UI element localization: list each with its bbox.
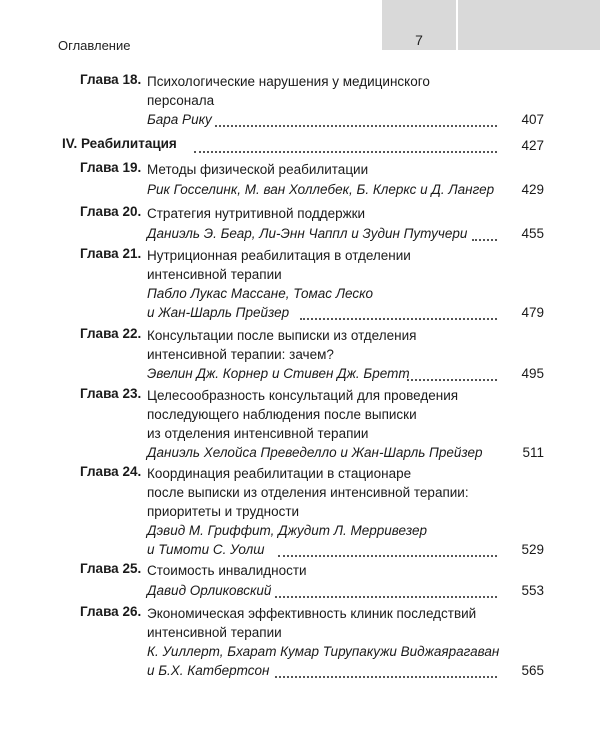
- chapter-author: Давид Орликовский: [147, 583, 272, 598]
- chapter-title: Экономическая эффективность клиник последствий интенсивной терапии: [147, 606, 477, 640]
- chapter-title: Методы физической реабилитации: [147, 162, 369, 177]
- chapter-author: Дэвид М. Гриффит, Джудит Л. Мерривезер: [147, 523, 428, 538]
- chapter-title: Стоимость инвалидности: [147, 563, 307, 578]
- dot-leader: [215, 106, 497, 127]
- chapter-author: Бара Рику: [147, 112, 212, 127]
- dot-leader: [275, 577, 497, 598]
- chapter-page: 511: [522, 445, 544, 460]
- chapter-author: Эвелин Дж. Корнер и Стивен Дж. Бретт: [147, 366, 410, 381]
- chapter-page: 407: [521, 112, 544, 127]
- chapter-page: 479: [521, 305, 544, 320]
- chapter-title: Консультации после выписки из отделения интенсивной терапии: зачем?: [147, 328, 417, 362]
- dot-leader: [407, 360, 497, 381]
- chapter-label: Глава 24.: [80, 464, 142, 479]
- chapter-title: Координация реабилитации в стационаре после выписки из отделения интенсивной терапии: приоритеты и трудности: [147, 466, 469, 519]
- chapter-label: Глава 21.: [80, 246, 142, 261]
- chapter-author: и Б.Х. Катбертсон: [147, 663, 270, 678]
- chapter-author: Рик Госселинк, М. ван Холлебек, Б. Клеркс и Д. Лангер: [147, 182, 495, 197]
- chapter-title: Целесообразность консультаций для проведения последующего наблюдения после выписки из отделения интенсивной терапии: [147, 388, 459, 441]
- chapter-page: 529: [521, 542, 544, 557]
- chapter-author: Даниэль Э. Беар, Ли-Энн Чаппл и Зудин Путучери: [147, 226, 468, 241]
- chapter-author: Даниэль Хелойса Преведелло и Жан-Шарль Прейзер: [147, 445, 483, 460]
- part-label: IV. Реабилитация: [62, 136, 177, 151]
- chapter-page: 429: [521, 182, 544, 197]
- chapter-page: 565: [521, 663, 544, 678]
- chapter-page: 495: [521, 366, 544, 381]
- dot-leader: [278, 536, 497, 557]
- dot-leader: [472, 220, 497, 241]
- dot-leader: [275, 657, 497, 678]
- chapter-label: Глава 25.: [80, 561, 142, 576]
- chapter-label: Глава 26.: [80, 604, 142, 619]
- chapter-author: и Тимоти С. Уолш: [147, 542, 265, 557]
- header-title: Оглавление: [58, 38, 131, 53]
- dot-leader: [194, 132, 497, 153]
- chapter-label: Глава 20.: [80, 204, 142, 219]
- chapter-author: и Жан-Шарль Прейзер: [147, 305, 290, 320]
- chapter-author: К. Уиллерт, Бхарат Кумар Тирупакужи Виджаярагаван: [147, 644, 500, 659]
- dot-leader: [300, 299, 497, 320]
- chapter-page: 553: [521, 583, 544, 598]
- chapter-title: Нутриционная реабилитация в отделении интенсивной терапии: [147, 248, 411, 282]
- chapter-page: 455: [521, 226, 544, 241]
- chapter-label: Глава 22.: [80, 326, 142, 341]
- part-page: 427: [521, 138, 544, 153]
- chapter-author: Пабло Лукас Массане, Томас Леско: [147, 286, 374, 301]
- chapter-label: Глава 23.: [80, 386, 142, 401]
- chapter-title: Психологические нарушения у медицинского персонала: [147, 74, 430, 108]
- chapter-label: Глава 19.: [80, 160, 142, 175]
- page-number: 7: [415, 32, 423, 48]
- chapter-label: Глава 18.: [80, 72, 142, 87]
- chapter-title: Стратегия нутритивной поддержки: [147, 206, 366, 221]
